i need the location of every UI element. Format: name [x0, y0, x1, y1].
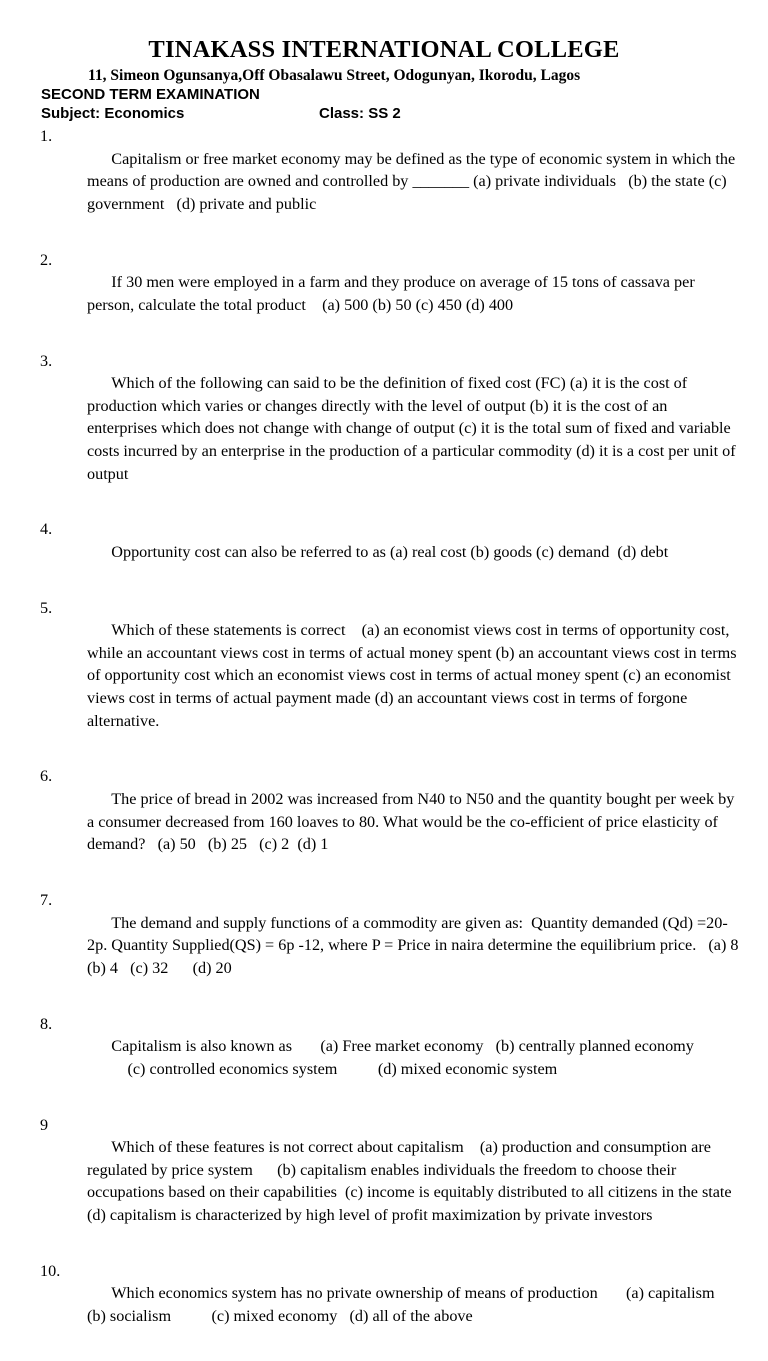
question-text: Capitalism or free market economy may be defined as the type of economic system in which the means of production are owned and controlled by _______ (a) private individuals (b) the state (c) government (d) private and public — [87, 149, 740, 213]
question-list — [40, 125, 756, 1361]
subject-label: Subject: Economics — [41, 105, 185, 122]
question-number: 5. — [40, 598, 53, 617]
question-text: If 30 men were employed in a farm and they produce on average of 15 tons of cassava per person, calculate the total product (a) 500 (b) 50 (c) 450 (d) 400 — [87, 273, 699, 314]
school-address: 11, Simeon Ogunsanya,Off Obasalawu Street, Odogunyan, Ikorodu, Lagos — [88, 67, 581, 84]
class-label: Class: SS 2 — [319, 105, 401, 122]
question-item — [40, 249, 740, 339]
question-item — [40, 765, 740, 878]
question-item — [40, 1013, 740, 1103]
question-number: 6. — [40, 767, 53, 786]
question-number: 1. — [40, 127, 53, 145]
question-number: 3. — [40, 351, 53, 370]
question-item — [40, 125, 740, 238]
question-item — [40, 597, 740, 755]
question-text: The demand and supply functions of a commodity are given as: Quantity demanded (Qd) =20-2p. Quantity Supplied(QS) = 6p -12, where P = Price in naira determine the equilibrium price. (a) 8 (b) 4 (c) 32 (d) 20 — [87, 913, 743, 977]
question-text: Capitalism is also known as (a) Free market economy (b) centrally planned economy (c) controlled economics system (d) mixed economic system — [111, 1037, 694, 1078]
question-number: 7. — [40, 890, 53, 909]
question-text: Which of the following can said to be the definition of fixed cost (FC) (a) it is the cost of production which varies or changes directly with the level of output (b) it is the cost of an enterprises which does not change with change of output (c) it is the total sum of fixed and variable costs incurred by an enterprise in the production of a particular commodity (d) it is a cost per unit of output — [87, 374, 740, 483]
question-text: Which of these statements is correct (a) an economist views cost in terms of opportunity cost, while an accountant views cost in terms of actual money spent (b) an accountant views cost in terms of opportunity cost which an economist views cost in terms of actual money spent (c) an economist views cost in terms of actual payment made (d) an accountant views cost in terms of forgone alternative. — [87, 621, 741, 730]
question-number: 4. — [40, 520, 53, 539]
question-number: 10. — [40, 1261, 61, 1280]
school-name: TINAKASS INTERNATIONAL COLLEGE — [148, 36, 620, 63]
question-item — [40, 350, 740, 508]
question-text: Which of these features is not correct about capitalism (a) production and consumption are regulated by price system (b) capitalism enables individuals the freedom to choose their occupations based on their capabilities (c) income is equitably distributed to all citizens in the state (d) capitalism is characterized by high level of profit maximization by private investors — [87, 1138, 756, 1224]
question-number: 2. — [40, 250, 53, 269]
question-item — [40, 1260, 740, 1350]
question-item — [40, 1114, 756, 1250]
question-number: 8. — [40, 1014, 53, 1033]
question-text: The price of bread in 2002 was increased from N40 to N50 and the quantity bought per week by a consumer decreased from 160 loaves to 80. What would be the co-efficient of price elasticity of demand? (a) 50 (b) 25 (c) 2 (d) 1 — [87, 790, 739, 854]
exam-title: SECOND TERM EXAMINATION — [41, 86, 260, 103]
question-text: Opportunity cost can also be referred to as (a) real cost (b) goods (c) demand (d) debt — [111, 542, 669, 561]
question-item — [40, 518, 740, 586]
question-text: Which economics system has no private ownership of means of production (a) capitalism (b) socialism (c) mixed economy (d) all of the above — [87, 1284, 731, 1325]
question-item — [40, 889, 743, 1002]
question-number: 9 — [40, 1115, 49, 1134]
